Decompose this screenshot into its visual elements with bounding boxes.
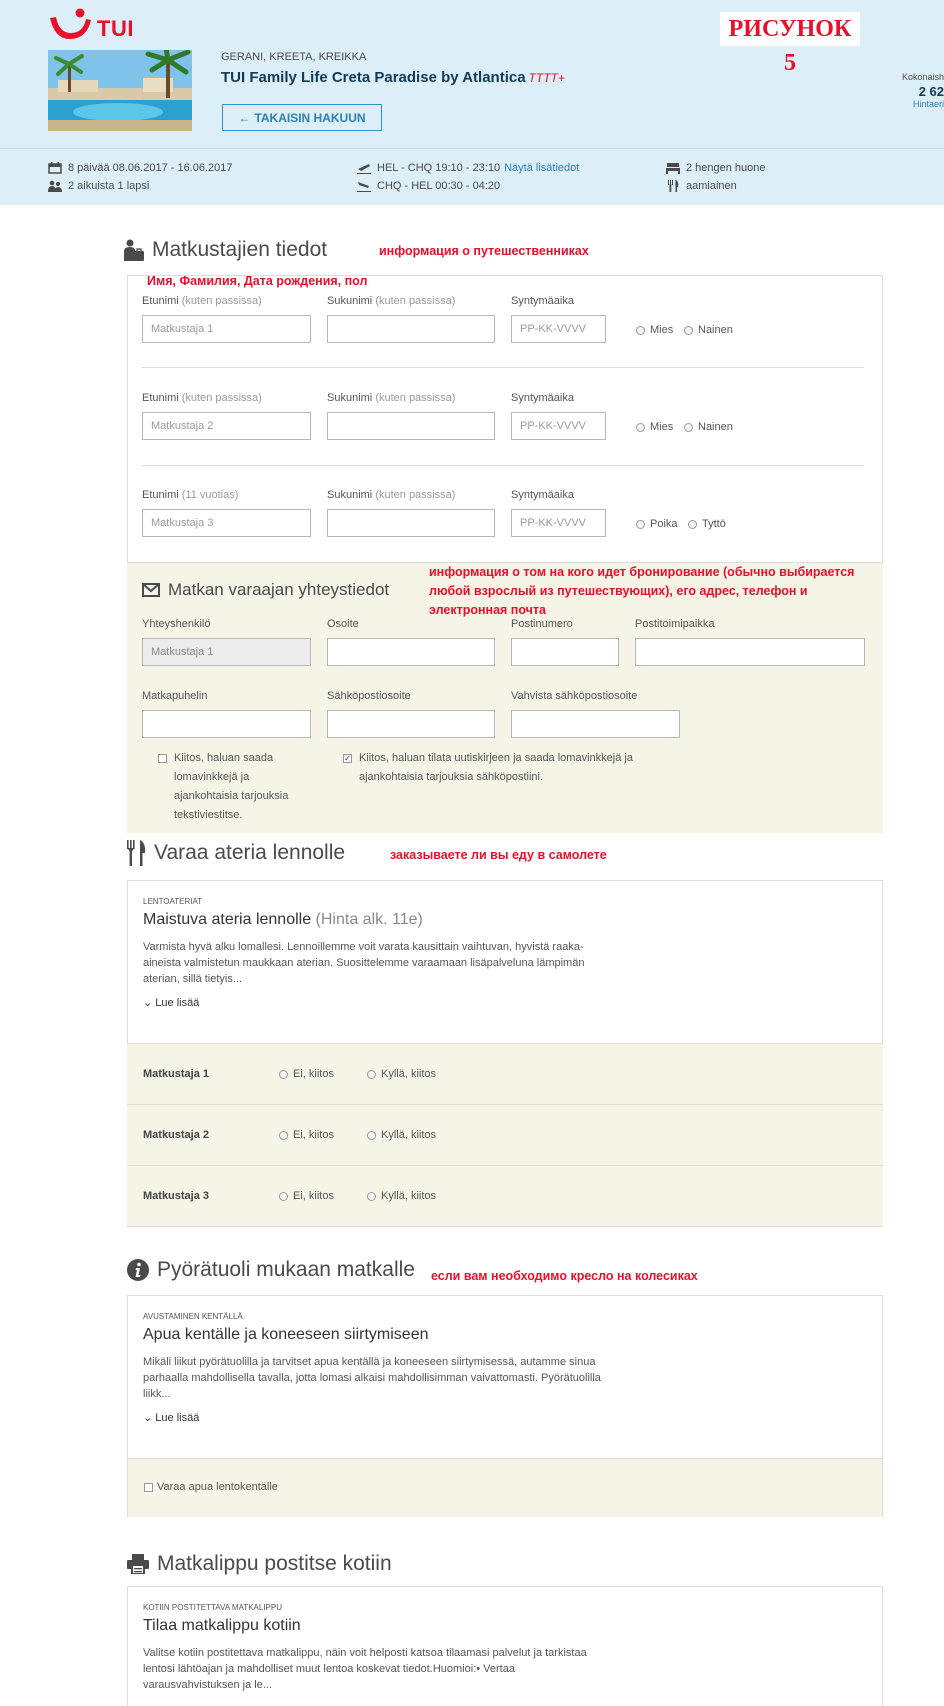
radio-label: Mies xyxy=(650,324,674,336)
board-type xyxy=(666,180,737,192)
radio-icon xyxy=(684,326,693,335)
radio-icon xyxy=(367,1070,376,1079)
meal-no-radio-2[interactable] xyxy=(279,1129,334,1141)
contact-person-label: Yhteyshenkilö xyxy=(142,618,211,630)
dob-label-1: Syntymäaika xyxy=(511,295,574,307)
fork-knife-icon xyxy=(126,840,146,866)
phone-input[interactable] xyxy=(142,710,311,738)
row-divider xyxy=(142,367,864,368)
gender-radio-girl-3[interactable] xyxy=(688,518,726,530)
read-more-label: Lue lisää xyxy=(155,1412,200,1424)
meal-annotation: заказываете ли вы еду в самолете xyxy=(390,848,607,862)
ticket-title-text: Matkalippu postitse kotiin xyxy=(157,1552,392,1575)
wheelchair-section-title xyxy=(127,1258,415,1282)
radio-icon xyxy=(636,326,645,335)
last-name-label-2: Sukunimi (kuten passissa) xyxy=(327,392,456,404)
printer-icon xyxy=(127,1554,149,1574)
gender-radio-female-2[interactable] xyxy=(684,421,733,433)
last-name-input-1[interactable] xyxy=(327,315,495,343)
read-more-label: Lue lisää xyxy=(155,997,200,1009)
first-name-input-2[interactable]: Matkustaja 2 xyxy=(142,412,311,440)
travellers-icon xyxy=(124,239,144,261)
radio-label: Nainen xyxy=(698,324,733,336)
travellers-section-title xyxy=(124,238,327,262)
radio-label: Nainen xyxy=(698,421,733,433)
radio-icon xyxy=(636,520,645,529)
radio-label: Ei, kiitos xyxy=(293,1190,334,1202)
radio-icon xyxy=(279,1070,288,1079)
meal-no-radio-1[interactable] xyxy=(279,1068,334,1080)
wheelchair-assist-label: Varaa apua lentokentälle xyxy=(157,1481,278,1493)
total-price-value: 2 62 xyxy=(918,84,944,99)
tui-logo-text[interactable]: TUI xyxy=(97,16,134,41)
last-name-input-2[interactable] xyxy=(327,412,495,440)
hotel-rating: TTTT+ xyxy=(528,71,565,85)
meal-passenger-row xyxy=(127,1104,883,1165)
back-to-search-button[interactable] xyxy=(222,104,382,131)
return-flight xyxy=(357,180,500,192)
ticket-description: Valitse kotiin postitettava matkalippu, näin voit helposti katsoa tilaamasi palvelut ja tarkistaa lentosi lähtöajan ja mahdolliset muut lentoa koskevat tiedot.Huomioi:• Vertaa varausvahvistuksen ja le... xyxy=(143,1647,587,1691)
meal-yes-radio-2[interactable] xyxy=(367,1129,436,1141)
radio-icon xyxy=(367,1131,376,1140)
radio-icon xyxy=(636,423,645,432)
outbound-flight xyxy=(357,162,579,174)
sms-consent-label: Kiitos, haluan saada lomavinkkejä ja ajankohtaisia tarjouksia tekstiviestitse. xyxy=(174,752,289,821)
passenger-name: Matkustaja 3 xyxy=(143,1190,210,1202)
wheelchair-title-text: Pyörätuoli mukaan matkalle xyxy=(157,1258,415,1281)
travellers-fields-annotation: Имя, Фамилия, Дата рождения, пол xyxy=(147,274,368,288)
outbound-flight-text: HEL - CHQ 19:10 - 23:10 xyxy=(377,162,501,174)
meal-description: Varmista hyvä alku lomallesi. Lennoillemme voit varata kausittain vaihtuvan, hyvistä raaka-aineista valmistetun maukkaan aterian. Suosittelemme varaamaan lisäpalveluna lämpimän aterian, sillä tietyis... xyxy=(143,941,585,985)
contact-person-select[interactable]: Matkustaja 1 xyxy=(142,638,311,666)
dob-input-3[interactable]: PP-KK-VVVV xyxy=(511,509,606,537)
postcode-input[interactable] xyxy=(511,638,619,666)
city-input[interactable] xyxy=(635,638,865,666)
room-type-text: 2 hengen huone xyxy=(686,162,766,174)
wheelchair-category: AVUSTAMINEN KENTÄLLÄ xyxy=(143,1312,243,1321)
first-name-label-3: Etunimi (11 vuotias) xyxy=(142,489,239,501)
radio-icon xyxy=(367,1192,376,1201)
wheelchair-description: Mikäli liikut pyörätuolilla ja tarvitset apua kentällä ja koneeseen siirtymisessä, autamme sinua parhaalla mahdollisella tavalla, jotta lomasi alkaisi mahdollisimman vaivattomasti. Pyörätuolilla liikk... xyxy=(143,1356,601,1400)
contact-title-text: Matkan varaajan yhteystiedot xyxy=(168,580,390,599)
radio-icon xyxy=(279,1192,288,1201)
envelope-icon xyxy=(142,583,160,597)
gender-radio-male-2[interactable] xyxy=(636,421,673,433)
plane-takeoff-icon xyxy=(357,162,371,174)
passenger-name: Matkustaja 2 xyxy=(143,1129,210,1141)
hotel-name[interactable] xyxy=(221,69,565,86)
dob-label-2: Syntymäaika xyxy=(511,392,574,404)
address-label: Osoite xyxy=(327,618,359,630)
radio-label: Tyttö xyxy=(702,518,726,530)
back-button-label: TAKAISIN HAKUUN xyxy=(254,110,366,125)
sms-consent-checkbox[interactable] xyxy=(158,754,167,763)
wheelchair-annotation: если вам необходимо кресло на колесиках xyxy=(431,1269,698,1283)
flight-details-link[interactable]: Näytä lisätiedot xyxy=(504,162,580,174)
first-name-label-2: Etunimi (kuten passissa) xyxy=(142,392,262,404)
radio-label: Mies xyxy=(650,421,674,433)
gender-radio-boy-3[interactable] xyxy=(636,518,678,530)
radio-label: Kyllä, kiitos xyxy=(381,1190,437,1202)
return-flight-text: CHQ - HEL 00:30 - 04:20 xyxy=(377,180,501,192)
last-name-input-3[interactable] xyxy=(327,509,495,537)
chevron-down-icon: ⌄ xyxy=(143,997,153,1009)
address-input[interactable] xyxy=(327,638,495,666)
newsletter-consent-label: Kiitos, haluan tilata uutiskirjeen ja saada lomavinkkejä ja ajankohtaisia tarjouksia sähköpostiini. xyxy=(359,752,633,783)
first-name-label-1: Etunimi (kuten passissa) xyxy=(142,295,262,307)
meal-category: LENTOATERIAT xyxy=(143,897,203,906)
passenger-name: Matkustaja 1 xyxy=(143,1068,210,1080)
bed-icon xyxy=(666,162,680,174)
dob-input-2[interactable]: PP-KK-VVVV xyxy=(511,412,606,440)
header-divider xyxy=(0,148,944,149)
phone-label: Matkapuhelin xyxy=(142,690,208,702)
email-confirm-label: Vahvista sähköpostiosoite xyxy=(511,690,638,702)
hotel-location: GERANI, KREETA, KREIKKA xyxy=(221,51,367,63)
chevron-down-icon: ⌄ xyxy=(143,1412,153,1424)
meal-passenger-row xyxy=(127,1043,883,1104)
dob-input-1[interactable]: PP-KK-VVVV xyxy=(511,315,606,343)
postcode-label: Postinumero xyxy=(511,618,573,630)
email-label: Sähköpostiosoite xyxy=(327,690,411,702)
contact-annotation: информация о том на кого идет бронирование (обычно выбирается любой взрослый из путешествующих), его адрес, телефон и электронная почта xyxy=(429,565,855,617)
hotel-photo xyxy=(48,50,192,131)
meal-title-text: Varaa ateria lennolle xyxy=(154,841,346,864)
meal-yes-radio-1[interactable] xyxy=(367,1068,436,1080)
contact-section-title xyxy=(142,580,389,600)
meal-section-title xyxy=(126,840,345,866)
travellers-annotation: информация о путешественниках xyxy=(379,244,589,258)
board-type-text: aamiainen xyxy=(686,180,737,192)
room-type xyxy=(666,162,766,174)
email-input[interactable] xyxy=(327,710,495,738)
hotel-name-text[interactable]: TUI Family Life Creta Paradise by Atlantica xyxy=(221,69,526,86)
trip-travellers xyxy=(48,180,149,192)
city-label: Postitoimipaikka xyxy=(635,618,715,630)
meal-passenger-row xyxy=(127,1165,883,1227)
arrow-left-icon: ← xyxy=(238,110,251,125)
first-name-input-3[interactable]: Matkustaja 3 xyxy=(142,509,311,537)
dob-label-3: Syntymäaika xyxy=(511,489,574,501)
plane-landing-icon xyxy=(357,180,371,192)
tui-smile-logo-icon[interactable] xyxy=(47,6,95,42)
price-info-link[interactable]: Hintaeri xyxy=(912,99,944,109)
radio-icon xyxy=(684,423,693,432)
ticket-section-title xyxy=(127,1552,392,1576)
wheelchair-read-more-link[interactable] xyxy=(143,1411,199,1424)
radio-icon xyxy=(279,1131,288,1140)
first-name-input-1[interactable]: Matkustaja 1 xyxy=(142,315,311,343)
wheelchair-card-title: Apua kentälle ja koneeseen siirtymiseen xyxy=(143,1326,429,1343)
fork-knife-icon xyxy=(666,180,680,192)
meal-no-radio-3[interactable] xyxy=(279,1190,334,1202)
radio-label: Poika xyxy=(650,518,678,530)
row-divider xyxy=(142,465,864,466)
total-price-label: Kokonaish xyxy=(901,72,944,82)
last-name-label-3: Sukunimi (kuten passissa) xyxy=(327,489,456,501)
last-name-label-1: Sukunimi (kuten passissa) xyxy=(327,295,456,307)
people-icon xyxy=(48,180,62,192)
email-confirm-input[interactable] xyxy=(511,710,680,738)
ticket-card-title: Tilaa matkalippu kotiin xyxy=(143,1617,301,1634)
meal-read-more-link[interactable] xyxy=(143,996,199,1009)
radio-icon xyxy=(688,520,697,529)
newsletter-consent-checkbox[interactable]: ✓ xyxy=(344,754,351,763)
info-icon xyxy=(127,1259,149,1281)
calendar-icon xyxy=(48,162,62,174)
radio-label: Kyllä, kiitos xyxy=(381,1068,437,1080)
trip-dates-text: 8 päivää 08.06.2017 - 16.06.2017 xyxy=(68,162,233,174)
booking-header xyxy=(0,0,944,205)
meal-card-title: Maistuva ateria lennolle (Hinta alk. 11e) xyxy=(143,911,423,928)
wheelchair-assist-checkbox[interactable] xyxy=(144,1483,153,1492)
meal-yes-radio-3[interactable] xyxy=(367,1190,436,1202)
radio-label: Ei, kiitos xyxy=(293,1068,334,1080)
radio-label: Kyllä, kiitos xyxy=(381,1129,437,1141)
trip-dates xyxy=(48,162,233,174)
ticket-category: KOTIIN POSTITETTAVA MATKALIPPU xyxy=(143,1603,282,1612)
trip-travellers-text: 2 aikuista 1 lapsi xyxy=(68,180,150,192)
figure-label: РИСУНОК 5 xyxy=(720,12,860,46)
gender-radio-male-1[interactable] xyxy=(636,324,673,336)
travellers-title-text: Matkustajien tiedot xyxy=(152,238,328,261)
radio-label: Ei, kiitos xyxy=(293,1129,334,1141)
gender-radio-female-1[interactable] xyxy=(684,324,733,336)
